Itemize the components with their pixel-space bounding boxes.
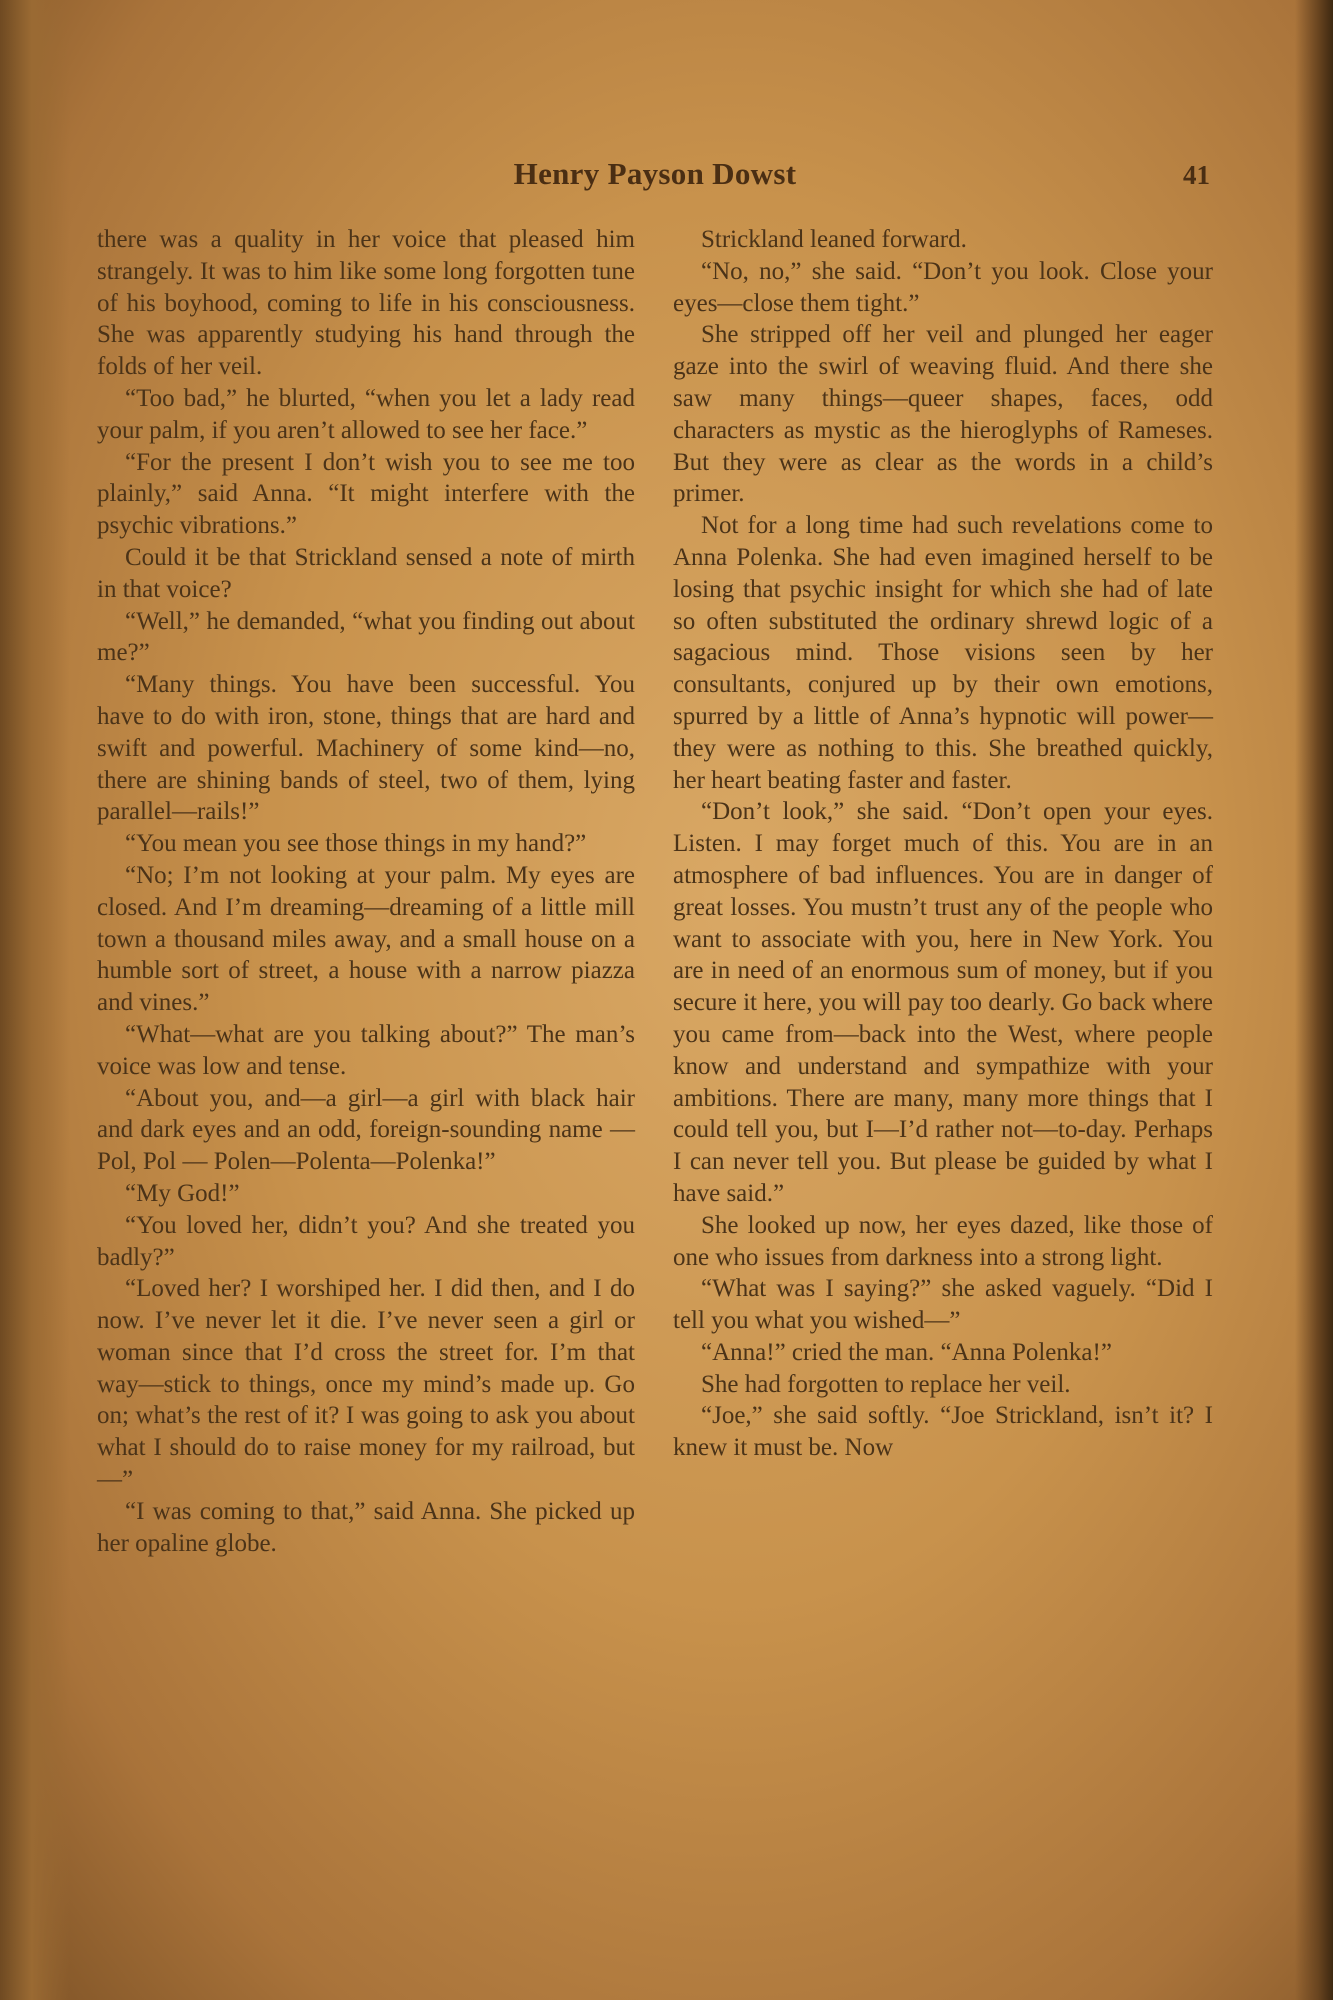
left-text-column xyxy=(97,224,635,1559)
paragraph: “Loved her? I worshiped her. I did then, and I do now. I’ve never let it die. I’ve never seen a girl or woman since that I’d cross the street for. I’m that way—stick to things, once my mind’s made up. Go on; what’s the rest of it? I was going to ask you about what I should do to raise money for my railroad, but—” xyxy=(97,1275,635,1494)
paragraph: “Too bad,” he blurted, “when you let a lady read your palm, if you aren’t allowed to see her face.” xyxy=(97,384,635,444)
paragraph: “What—what are you talking about?” The man’s voice was low and tense. xyxy=(97,1020,635,1080)
page-edge-shadow xyxy=(1295,0,1333,2000)
paragraph: “My God!” xyxy=(125,1179,240,1207)
paragraph: there was a quality in her voice that pleased him strangely. It was to him like some long forgotten tune of his boyhood, coming to life in his consciousness. She was apparently studying his hand through the folds of her veil. xyxy=(97,226,635,381)
paragraph: “You mean you see those things in my hand?” xyxy=(125,830,587,858)
paragraph: “Anna!” cried the man. “Anna Polenka!” xyxy=(701,1338,1112,1366)
running-title: Henry Payson Dowst xyxy=(513,156,797,191)
paragraph: “No; I’m not looking at your palm. My eyes are closed. And I’m dreaming—dreaming of a little mill town a thousand miles away, and a small house on a humble sort of street, a house with a narrow piazza and vines.” xyxy=(97,861,635,1017)
paragraph: “No, no,” she said. “Don’t you look. Close your eyes—close them tight.” xyxy=(673,257,1213,317)
paragraph: Strickland leaned forward. xyxy=(701,226,967,253)
paragraph: Could it be that Strickland sensed a note of mirth in that voice? xyxy=(97,543,635,603)
paragraph: “I was coming to that,” said Anna. She picked up her opaline globe. xyxy=(97,1497,635,1557)
paragraph: “What was I saying?” she asked vaguely. “Did I tell you what you wished—” xyxy=(673,1275,1213,1335)
paragraph: She stripped off her veil and plunged her eager gaze into the swirl of weaving fluid. And there she saw many things—queer shapes, faces, odd characters as mystic as the hieroglyphs of Rameses. But they were as clear as the words in a child’s primer. xyxy=(673,321,1213,508)
right-text-column xyxy=(673,224,1213,1464)
running-head xyxy=(100,150,1210,210)
paragraph: Not for a long time had such revelations come to Anna Polenka. She had even imagined herself to be losing that psychic insight for which she had of late so often substituted the ordinary shrewd logic of a sagacious mind. Those visions seen by her consultants, conjured up by their own emotions, spurred by a little of Anna’s hypnotic will power—they were as nothing to this. She breathed quickly, her heart beating faster and faster. xyxy=(673,512,1213,794)
page-number: 41 xyxy=(1183,160,1210,190)
paragraph: “Joe,” she said softly. “Joe Strickland, isn’t it? I knew it must be. Now xyxy=(673,1402,1213,1462)
paragraph: “Well,” he demanded, “what you finding out about me?” xyxy=(97,607,635,667)
paragraph: “Many things. You have been successful. You have to do with iron, stone, things that are hard and swift and powerful. Machinery of some kind—no, there are shining bands of steel, two of them, lying parallel—rails!” xyxy=(97,671,635,826)
paragraph: She looked up now, her eyes dazed, like those of one who issues from darkness into a strong light. xyxy=(673,1211,1213,1271)
paragraph: She had forgotten to replace her veil. xyxy=(701,1370,1071,1398)
paragraph: “Don’t look,” she said. “Don’t open your eyes. Listen. I may forget much of this. You are in an atmosphere of bad influences. You are in danger of great losses. You mustn’t trust any of the people who want to associate with you, here in New York. You are in need of an enormous sum of money, but if you secure it here, you will pay too dearly. Go back where you came from—back into the West, where people know and understand and sympathize with your ambitions. There are many, many more things that I could tell you, but I—I’d rather not—to-day. Perhaps I can never tell you. But please be guided by what I have said.” xyxy=(673,798,1213,1207)
paragraph: “For the present I don’t wish you to see me too plainly,” said Anna. “It might interfere with the psychic vibrations.” xyxy=(97,448,635,540)
paragraph: “About you, and—a girl—a girl with black hair and dark eyes and an odd, foreign-sounding name — Pol, Pol — Polen—Polenta—Polenka!” xyxy=(97,1084,635,1176)
page-gutter-shadow xyxy=(0,0,70,2000)
paragraph: “You loved her, didn’t you? And she treated you badly?” xyxy=(97,1211,635,1271)
